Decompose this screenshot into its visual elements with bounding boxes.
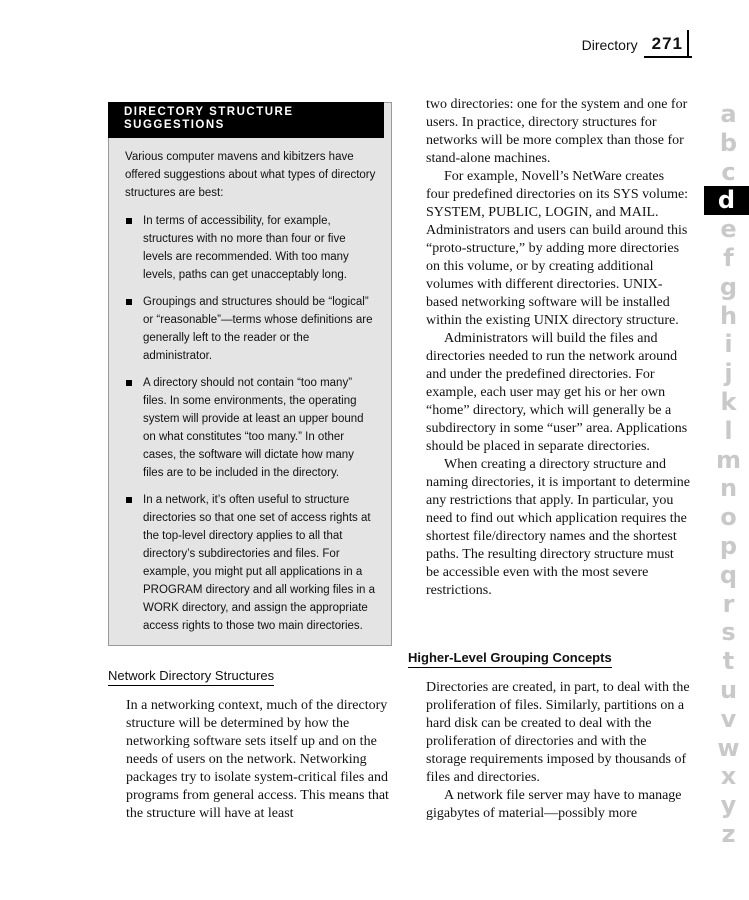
thumb-index-letter-z: z: [721, 819, 736, 848]
thumb-index-letter-f: f: [723, 243, 734, 272]
paragraph: Administrators will build the files and directories needed to run the network around and under the predefined directories. For example, each user may get his or her own “home” directory, which will generally be a subdirectory in some “user” area. Applications should be placed in separate directories.: [426, 331, 688, 454]
sidebar-intro: Various computer mavens and kibitzers have offered suggestions about what types of directory structures are best:: [125, 151, 376, 199]
thumb-index-letter-g: g: [719, 272, 738, 301]
running-header: [582, 30, 689, 56]
thumb-index-letter-y: y: [720, 791, 737, 820]
sidebar-list-item-text: In terms of accessibility, for example, structures with no more than four or five levels are recommended. With too many levels, paths can get unacceptably long.: [143, 215, 349, 281]
sidebar-title: DIRECTORY STRUCTURE SUGGESTIONS: [108, 102, 384, 138]
right-column-text: [426, 96, 690, 600]
section-heading-higher-level-grouping: Higher-Level Grouping Concepts: [408, 650, 612, 668]
thumb-index-letter-h: h: [719, 301, 738, 330]
sidebar-list-item: [143, 293, 377, 365]
left-column-text: [126, 697, 390, 823]
right-section-text: [426, 679, 690, 823]
bullet-icon: [126, 380, 132, 386]
paragraph: In a networking context, much of the directory structure will be determined by how the networking software sets itself up and on the needs of users on the network. Networking packages try to isolate system-critical files and programs from general access. This means that the structure will have at least: [126, 698, 389, 821]
thumb-index-letter-k: k: [720, 387, 737, 416]
paragraph: two directories: one for the system and one for users. In practice, directory structures for networks will be more complex than those for stand-alone machines.: [426, 97, 688, 166]
thumb-index-letter-l: l: [724, 416, 733, 445]
sidebar-list-item-text: A directory should not contain “too many” files. In some environments, the operating system will provide at least an upper bound on what constitutes “too many.” In other cases, the software will dictate how many files are to be included in the directory.: [143, 377, 364, 479]
bullet-icon: [126, 218, 132, 224]
thumb-index-letter-p: p: [719, 531, 738, 560]
thumb-index-letter-o: o: [720, 503, 737, 532]
thumb-index-letter-b: b: [719, 128, 738, 157]
thumb-index-letter-q: q: [719, 560, 738, 589]
paragraph: For example, Novell’s NetWare creates four predefined directories on its SYS volume: SYSTEM, PUBLIC, LOGIN, and MAIL. Administrators and users can build around this “proto-structure,” by adding more directories on this volume, or by creating additional volumes with different directories. UNIX-based networking software will be installed within the existing UNIX directory structure.: [426, 169, 689, 328]
thumb-index-letter-t: t: [722, 647, 735, 676]
thumb-index-letter-a: a: [720, 100, 737, 128]
sidebar-list: [109, 212, 391, 635]
thumb-index: [708, 100, 749, 849]
thumb-index-letter-j: j: [724, 359, 733, 388]
paragraph: A network file server may have to manage gigabytes of material—possibly more: [426, 788, 682, 821]
paragraph: When creating a directory structure and naming directories, it is important to determine any restrictions that apply. In particular, you need to find out which application requires the shortest file/directory names and the shortest paths. The resulting directory structure must be accessible even with the most severe restrictions.: [426, 457, 690, 598]
thumb-index-letter-s: s: [721, 618, 736, 647]
bullet-icon: [126, 299, 132, 305]
thumb-index-letter-m: m: [715, 445, 741, 474]
paragraph: Directories are created, in part, to deal with the proliferation of files. Similarly, partitions on a hard disk can be created to deal with the proliferation of directories and with the storage requirements imposed by thousands of files and directories.: [426, 680, 690, 785]
thumb-index-letter-d: d: [704, 186, 749, 215]
sidebar-list-item: [143, 212, 377, 284]
thumb-index-letter-x: x: [720, 762, 737, 791]
thumb-index-letter-r: r: [722, 589, 735, 618]
thumb-index-letter-u: u: [719, 675, 738, 704]
thumb-index-letter-v: v: [720, 704, 737, 733]
page-number: 271: [651, 34, 683, 53]
thumb-index-letter-c: c: [721, 157, 736, 186]
sidebar-list-item: [143, 491, 377, 635]
header-rule: [644, 56, 692, 58]
bullet-icon: [126, 497, 132, 503]
sidebar-box: [108, 102, 392, 646]
thumb-index-letter-e: e: [720, 215, 737, 244]
thumb-index-letter-i: i: [724, 330, 733, 359]
sidebar-list-item: [143, 374, 377, 482]
running-header-section: Directory: [581, 37, 638, 53]
thumb-index-letter-n: n: [719, 474, 738, 503]
section-heading-network-directory-structures: Network Directory Structures: [108, 668, 274, 686]
sidebar-list-item-text: In a network, it’s often useful to structure directories so that one set of access rights at the top-level directory applies to all that directory’s subdirectories and files. For example, you might put all applications in a PROGRAM directory and all working files in a WORK directory, and assign the appropriate access rights to those two main directories.: [143, 494, 375, 632]
sidebar-list-item-text: Groupings and structures should be “logical” or “reasonable”—terms whose definitions are generally left to the reader or the administrator.: [143, 296, 373, 362]
thumb-index-letter-w: w: [717, 733, 740, 762]
